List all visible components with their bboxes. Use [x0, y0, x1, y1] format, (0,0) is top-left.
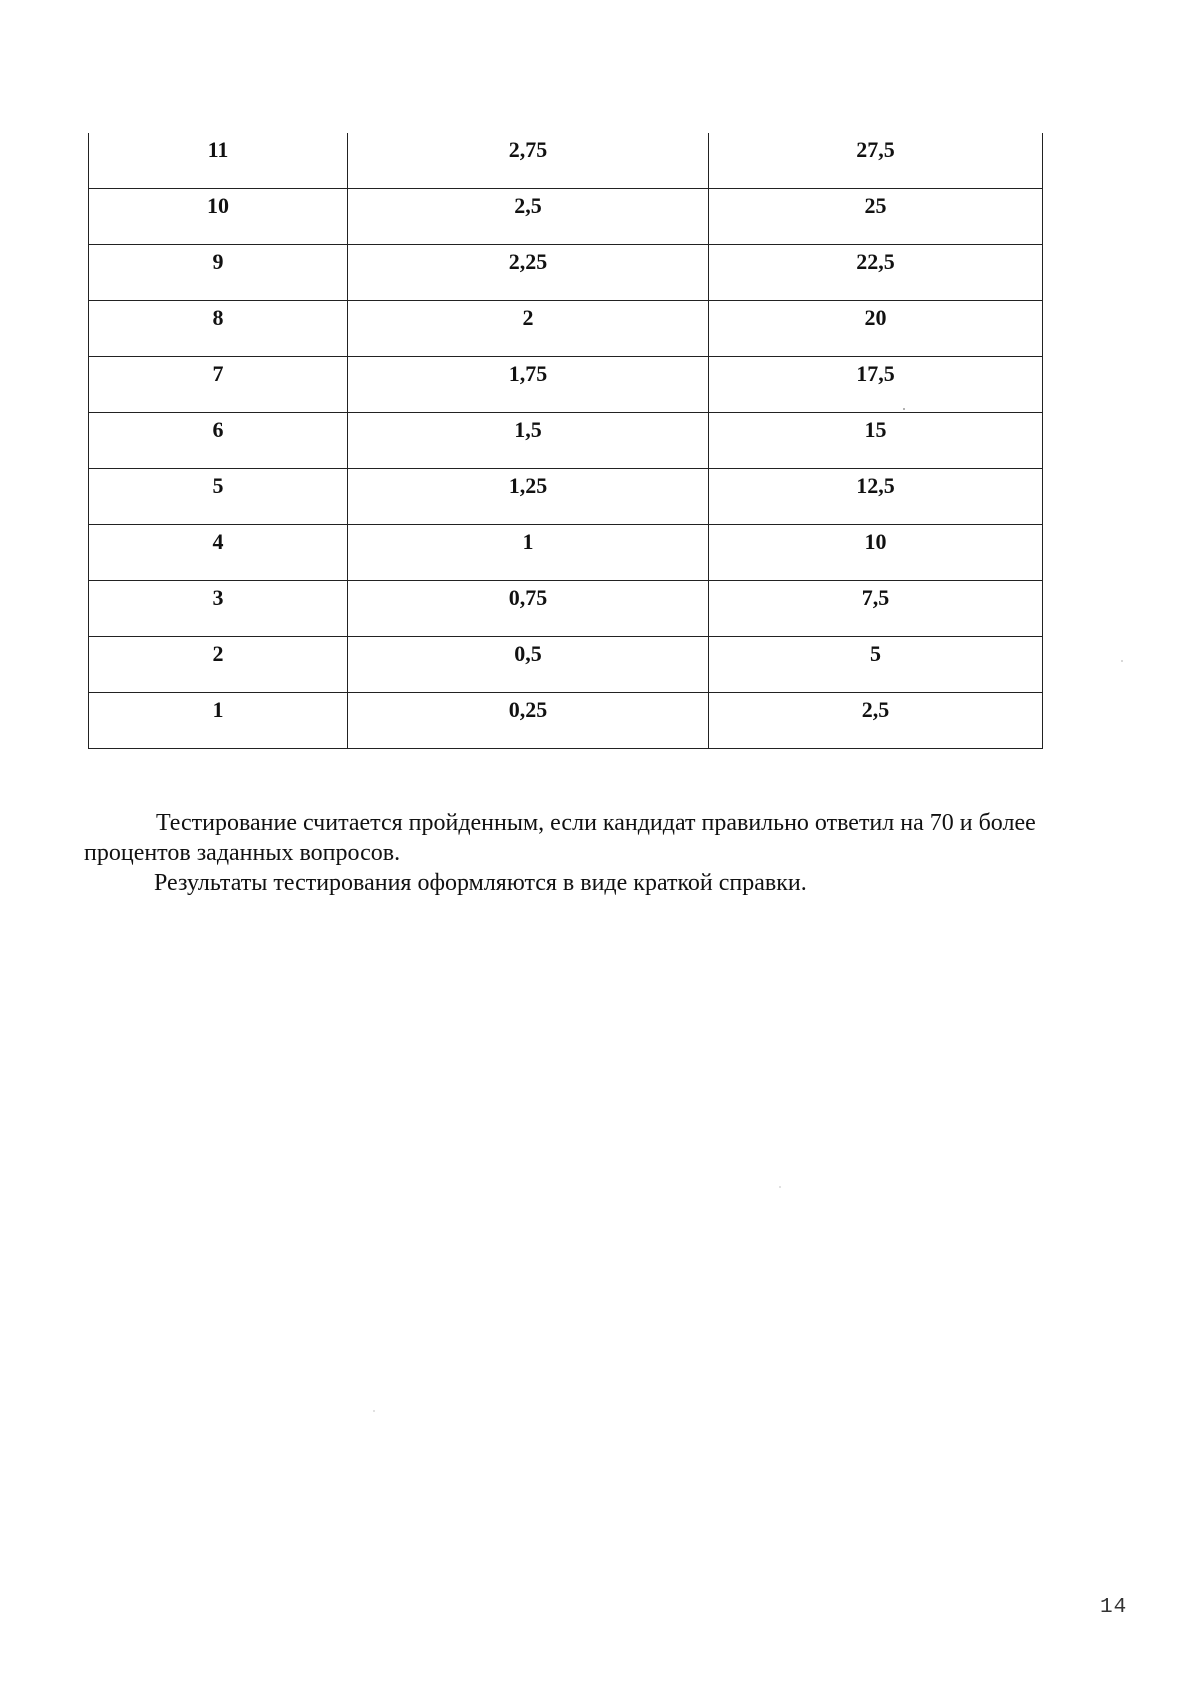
- table-row: [89, 133, 1043, 189]
- table-row: [89, 301, 1043, 357]
- table-cell: 1,25: [348, 469, 709, 525]
- table-cell: 22,5: [709, 245, 1043, 301]
- table-cell: 8: [89, 301, 348, 357]
- table-row: [89, 581, 1043, 637]
- table-cell: 25: [709, 189, 1043, 245]
- table-row: [89, 637, 1043, 693]
- page-number: 14: [1100, 1596, 1128, 1619]
- table-cell: 9: [89, 245, 348, 301]
- table-cell: 2,25: [348, 245, 709, 301]
- table-cell: 11: [89, 133, 348, 189]
- table-cell: 6: [89, 413, 348, 469]
- table-cell: 4: [89, 525, 348, 581]
- table-row: [89, 525, 1043, 581]
- table-cell: 2,5: [348, 189, 709, 245]
- table-row: [89, 245, 1043, 301]
- paragraph: Тестирование считается пройденным, если кандидат правильно ответил на 70 и более процентов заданных вопросов.: [84, 810, 1036, 866]
- paragraph: Результаты тестирования оформляются в виде краткой справки.: [154, 870, 807, 896]
- scan-speck: [903, 408, 905, 410]
- table-cell: 1,75: [348, 357, 709, 413]
- table-cell: 2: [348, 301, 709, 357]
- table-cell: 12,5: [709, 469, 1043, 525]
- table-cell: 5: [89, 469, 348, 525]
- table-cell: 1: [348, 525, 709, 581]
- table-cell: 5: [709, 637, 1043, 693]
- table-cell: 2: [89, 637, 348, 693]
- table-cell: 7,5: [709, 581, 1043, 637]
- table-cell: 0,75: [348, 581, 709, 637]
- table-cell: 10: [89, 189, 348, 245]
- scan-speck: [373, 1410, 375, 1412]
- score-table: [88, 133, 1043, 749]
- table-cell: 10: [709, 525, 1043, 581]
- table-row: [89, 693, 1043, 749]
- table-row: [89, 357, 1043, 413]
- table-cell: 2,5: [709, 693, 1043, 749]
- table-cell: 1: [89, 693, 348, 749]
- table-cell: 27,5: [709, 133, 1043, 189]
- table-row: [89, 189, 1043, 245]
- table-row: [89, 413, 1043, 469]
- table-cell: 1,5: [348, 413, 709, 469]
- table-cell: 17,5: [709, 357, 1043, 413]
- table-cell: 3: [89, 581, 348, 637]
- body-text: [84, 808, 1124, 898]
- table-cell: 20: [709, 301, 1043, 357]
- table-cell: 7: [89, 357, 348, 413]
- table-cell: 2,75: [348, 133, 709, 189]
- table-row: [89, 469, 1043, 525]
- table-cell: 15: [709, 413, 1043, 469]
- scan-speck: [779, 1186, 781, 1188]
- table-cell: 0,25: [348, 693, 709, 749]
- scan-speck: [1121, 660, 1123, 662]
- table-cell: 0,5: [348, 637, 709, 693]
